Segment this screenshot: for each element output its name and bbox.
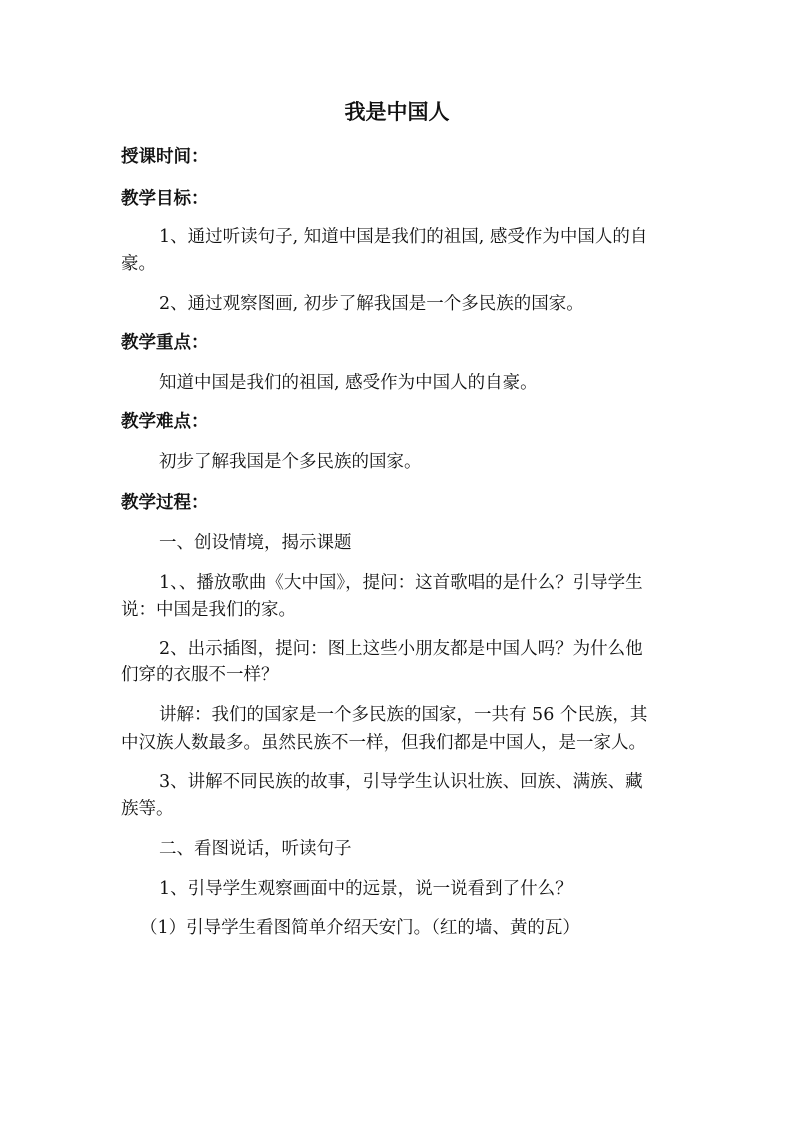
- section-2-substep-1: （1）引导学生看图简单介绍天安门。（红的墙、黄的瓦）: [140, 918, 580, 938]
- heading-teaching-goals: 教学目标：: [121, 189, 209, 209]
- step-3-line-1: 3、讲解不同民族的故事，引导学生认识壮族、回族、满族、藏: [159, 772, 643, 792]
- step-2-line-2: 们穿的衣服不一样？: [121, 665, 279, 685]
- step-2-line-1: 2、出示插图，提问：图上这些小朋友都是中国人吗？为什么他: [159, 639, 643, 659]
- goal-2: 2、通过观察图画, 初步了解我国是一个多民族的国家。: [159, 294, 584, 314]
- section-2-heading: 二、看图说话，听读句子: [159, 839, 352, 859]
- heading-difficulties: 教学难点：: [121, 412, 209, 432]
- section-1-heading: 一、创设情境，揭示课题: [159, 533, 352, 553]
- explanation-line-2: 中汉族人数最多。虽然民族不一样，但我们都是中国人，是一家人。: [121, 733, 646, 753]
- goal-1-line-2: 豪。: [121, 254, 156, 274]
- explanation-line-1: 讲解：我们的国家是一个多民族的国家，一共有 56 个民族，其: [159, 705, 648, 725]
- step-1-line-2: 说：中国是我们的家。: [121, 600, 296, 620]
- heading-class-time: 授课时间：: [121, 147, 209, 167]
- document-title: 我是中国人: [344, 99, 450, 124]
- step-1-line-1: 1、、播放歌曲《大中国》，提问：这首歌唱的是什么？引导学生: [159, 573, 643, 593]
- difficulty-text: 初步了解我国是个多民族的国家。: [159, 452, 422, 472]
- heading-key-points: 教学重点：: [121, 333, 209, 353]
- step-3-line-2: 族等。: [121, 799, 174, 819]
- key-point-text: 知道中国是我们的祖国, 感受作为中国人的自豪。: [159, 373, 538, 393]
- heading-teaching-process: 教学过程：: [121, 493, 209, 513]
- goal-1-line-1: 1、通过听读句子, 知道中国是我们的祖国, 感受作为中国人的自: [159, 227, 648, 247]
- section-2-step-1: 1、引导学生观察画面中的远景，说一说看到了什么？: [159, 879, 573, 899]
